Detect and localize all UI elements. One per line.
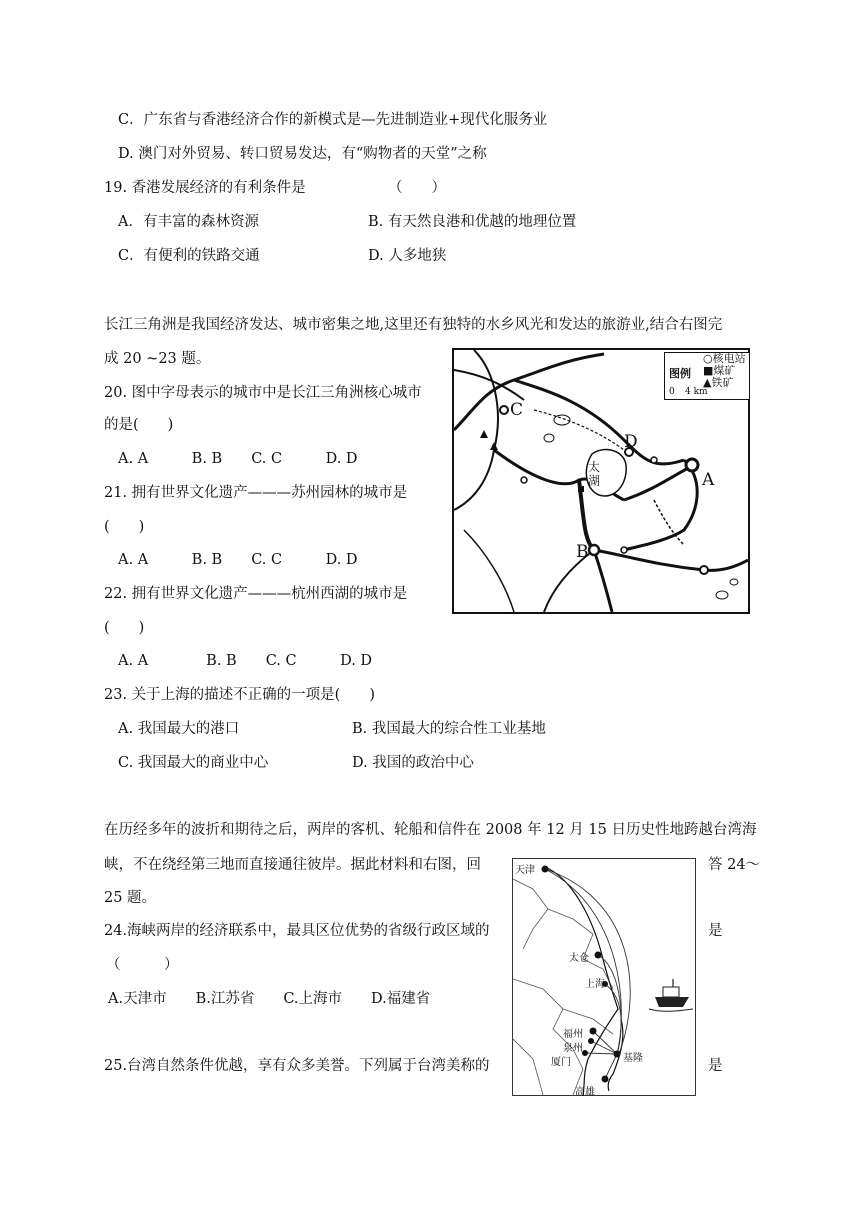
intro-strait-2-end: 答 24～ (708, 857, 761, 873)
city-label-a: A (702, 470, 715, 490)
option-d-q18: D. 澳门对外贸易、转口贸易发达，有“购物者的天堂”之称 (118, 146, 487, 162)
q23-option-c: C. 我国最大的商业中心 (118, 755, 269, 771)
question-23: 23. 关于上海的描述不正确的一项是( ) (104, 687, 375, 703)
ship-icon (649, 979, 693, 1011)
question-20-cont: 的是( ) (104, 417, 174, 433)
city-label-d: D (624, 432, 638, 452)
legend-title: 图例 (669, 367, 691, 380)
q24-options: A.天津市 B.江苏省 C.上海市 D.福建省 (108, 991, 431, 1007)
question-25-end: 是 (708, 1058, 723, 1074)
label-kaohsiung: 高雄 (575, 1087, 595, 1098)
question-22-cont: ( ) (104, 620, 145, 636)
label-keelung: 基隆 (623, 1053, 643, 1064)
legend-items (703, 353, 746, 389)
intro-strait-1: 在历经多年的波折和期待之后，两岸的客机、轮船和信件在 2008 年 12 月 15 日历史性地跨越台湾海 (104, 822, 757, 838)
label-taicang: 太仓 (569, 953, 589, 964)
q23-option-a: A. 我国最大的港口 (118, 721, 240, 737)
label-quanzhou: 泉州 (563, 1043, 583, 1054)
question-20: 20. 图中字母表示的城市中是长江三角洲核心城市 (104, 385, 422, 401)
city-label-b: B (576, 542, 589, 562)
question-24-end: 是 (708, 923, 723, 939)
q19-option-a: A．有丰富的森林资源 (118, 214, 259, 230)
intro-strait-3: 25 题。 (104, 890, 157, 906)
legend-nuclear: ○核电站 (703, 352, 746, 365)
triangle-icon: ▲ (703, 376, 712, 389)
label-tianjin: 天津 (515, 865, 535, 876)
map-legend (664, 352, 750, 400)
question-22: 22. 拥有世界文化遗产———杭州西湖的城市是 (104, 586, 408, 602)
lake-label: 太湖 (588, 460, 601, 488)
label-shanghai: 上海 (585, 979, 605, 990)
cross-strait-map (512, 858, 696, 1096)
label-fuzhou: 福州 (563, 1029, 583, 1040)
question-25: 25.台湾自然条件优越，享有众多美誉。下列属于台湾美称的 (104, 1058, 490, 1074)
city-label-c: C (510, 400, 524, 420)
q22-options: A. A B. B C. C D. D (118, 653, 373, 669)
q23-option-d: D. 我国的政治中心 (352, 755, 474, 771)
question-21-cont: ( ) (104, 519, 145, 535)
question-19: 19. 香港发展经济的有利条件是 (104, 180, 306, 196)
intro-yangtze-2: 成 20 ~23 题。 (104, 351, 211, 367)
scale-label: 4 km (685, 387, 708, 397)
q21-options: A. A B. B C. C D. D (118, 552, 358, 568)
question-24: 24.海峡两岸的经济联系中，最具区位优势的省级行政区域的 (104, 923, 490, 939)
yangtze-delta-map (452, 348, 750, 614)
square-icon: ■ (703, 364, 714, 377)
q19-option-d: D. 人多地狭 (368, 248, 447, 264)
question-19-paren: （ ） (388, 180, 446, 196)
q19-option-b: B. 有天然良港和优越的地理位置 (368, 214, 577, 230)
question-21: 21. 拥有世界文化遗产———苏州园林的城市是 (104, 485, 408, 501)
intro-yangtze-1: 长江三角洲是我国经济发达、城市密集之地,这里还有独特的水乡风光和发达的旅游业,结合右图完 (104, 317, 723, 333)
scale-zero: 0 (669, 387, 675, 397)
q19-option-c: C．有便利的铁路交通 (118, 248, 260, 264)
intro-strait-2: 峡，不在绕经第三地而直接通往彼岸。据此材料和右图，回 (104, 857, 481, 873)
legend-iron: ▲铁矿 (703, 376, 734, 389)
question-24-paren: （ ） (106, 957, 179, 973)
circle-icon: ○ (703, 352, 713, 365)
label-xiamen: 厦门 (551, 1057, 571, 1068)
q20-options: A. A B. B C. C D. D (118, 451, 358, 467)
option-c-q18: C．广东省与香港经济合作的新模式是—先进制造业+现代化服务业 (118, 112, 548, 128)
legend-coal: ■煤矿 (703, 364, 736, 377)
q23-option-b: B. 我国最大的综合性工业基地 (352, 721, 546, 737)
